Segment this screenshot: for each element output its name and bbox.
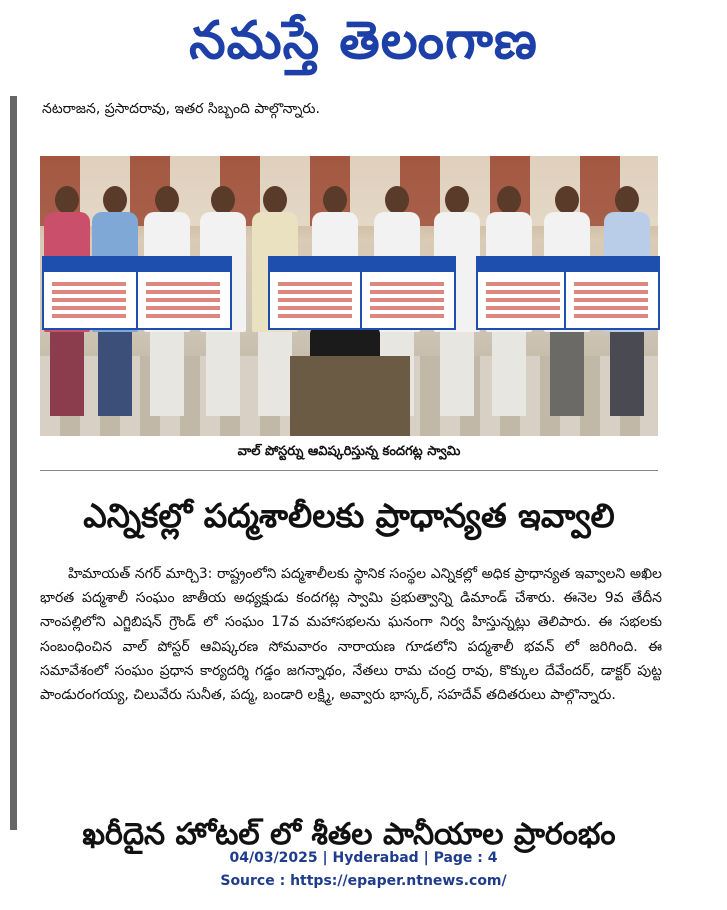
- wall-poster: [360, 256, 456, 330]
- edition-info: 04/03/2025 | Hyderabad | Page : 4: [229, 850, 498, 866]
- column-divider: [10, 96, 17, 830]
- article-paragraph: హిమాయత్ నగర్ మార్చి3: రాష్ట్రంలోని పద్మశాలీలకు స్థానిక సంస్థల ఎన్నికల్లో అధిక ప్రాధాన్యత ఇవ్వాలని అఖిల భారత పద్మశాలీ సంఘం జాతీయ అధ్యక్షుడు కందగట్ల స్వామి ప్రభుత్వాన్ని డిమాండ్ చేశారు. ఈనెల 9వ తేదీన నాంపల్లిలోని ఎగ్జిబిషన్ గ్రౌండ్ లో సంఘం 17వ మహాసభలను ఘనంగా నిర్వ హిస్తున్నట్లు తెలిపారు. ఈ సభలకు సంబంధించిన వాల్ పోస్టర్ ఆవిష్కరణ సోమవారం నారాయణ గూడలోని పద్మశాలీ భవన్ లో జరిగింది. ఈ సమావేశంలో సంఘం ప్రధాన కార్యదర్శి గడ్డం జగన్నాథం, నేతలు రామ చంద్ర రావు, కొక్కుల దేవేందర్, డాక్టర్ పుట్ట పాండురంగయ్య, చిలువేరు సునీత, పద్మ, బండారి లక్ష్మి, అవ్వారు భాస్కర్, సహదేవ్ తదితరులు పాల్గొన్నారు.: [40, 566, 662, 704]
- masthead-title: నమస్తే తెలంగాణ: [189, 11, 538, 71]
- source-link[interactable]: Source : https://epaper.ntnews.com/: [220, 873, 507, 889]
- photo-table: [290, 356, 410, 436]
- wall-poster: [136, 256, 232, 330]
- wall-poster: [564, 256, 660, 330]
- wall-poster: [42, 256, 138, 330]
- article-body: [40, 562, 662, 707]
- caption-divider: [40, 470, 658, 471]
- wall-poster: [476, 256, 572, 330]
- news-photo: [40, 156, 658, 436]
- next-headline-text: ఖరీదైన హోటల్ లో శీతల పానీయాల ప్రారంభం: [82, 817, 616, 852]
- wall-poster: [268, 256, 364, 330]
- previous-article-tail: నటరాజన, ప్రసాదరావు, ఇతర సిబ్బంది పాల్గొన్నారు.: [42, 101, 320, 117]
- next-article-headline: [40, 812, 658, 852]
- photo-caption: వాల్ పోస్టర్ను ఆవిష్కరిస్తున్న కందగట్ల స్వామి: [237, 444, 461, 459]
- article-headline: ఎన్నికల్లో పద్మశాలీలకు ప్రాధాన్యత ఇవ్వాలి: [83, 496, 615, 535]
